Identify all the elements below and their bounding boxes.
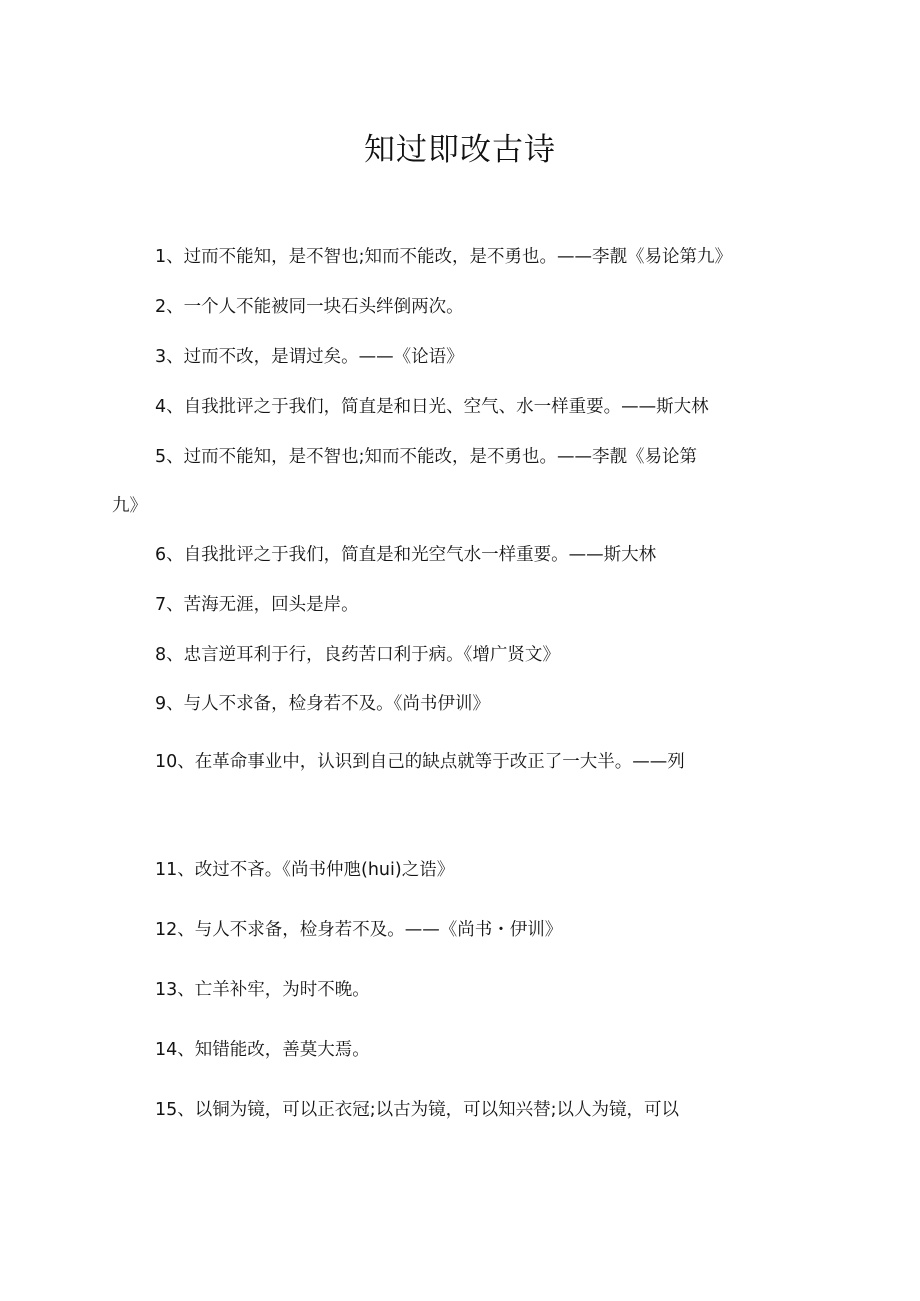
entry-line-8: 8、忠言逆耳利于行，良药苦口利于病。《增广贤文》 bbox=[155, 645, 560, 665]
entry-line-1: 1、过而不能知，是不智也;知而不能改，是不勇也。——李靓《易论第九》 bbox=[155, 247, 733, 267]
entry-line-10: 10、在革命事业中，认识到自己的缺点就等于改正了一大半。——列 bbox=[155, 752, 685, 772]
entry-line-7: 7、苦海无涯，回头是岸。 bbox=[155, 595, 359, 615]
entry-line-5-continued: 九》 bbox=[112, 496, 147, 516]
entry-line-14: 14、知错能改，善莫大焉。 bbox=[155, 1040, 370, 1060]
entry-line-3: 3、过而不改，是谓过矣。——《论语》 bbox=[155, 347, 464, 367]
document-title: 知过即改古诗 bbox=[364, 132, 556, 168]
entry-line-11: 11、改过不吝。《尚书仲虺(hui)之诰》 bbox=[155, 860, 455, 880]
entry-line-9: 9、与人不求备，检身若不及。《尚书伊训》 bbox=[155, 694, 490, 714]
entry-line-13: 13、亡羊补牢，为时不晚。 bbox=[155, 980, 370, 1000]
entry-line-2: 2、一个人不能被同一块石头绊倒两次。 bbox=[155, 297, 464, 317]
entry-line-5: 5、过而不能知，是不智也;知而不能改，是不勇也。——李靓《易论第 bbox=[155, 447, 698, 467]
entry-line-15: 15、以铜为镜，可以正衣冠;以古为镜，可以知兴替;以人为镜，可以 bbox=[155, 1100, 680, 1120]
entry-line-4: 4、自我批评之于我们，简直是和日光、空气、水一样重要。——斯大林 bbox=[155, 397, 709, 417]
entry-line-6: 6、自我批评之于我们，简直是和光空气水一样重要。——斯大林 bbox=[155, 545, 657, 565]
entry-line-12: 12、与人不求备，检身若不及。——《尚书・伊训》 bbox=[155, 920, 563, 940]
